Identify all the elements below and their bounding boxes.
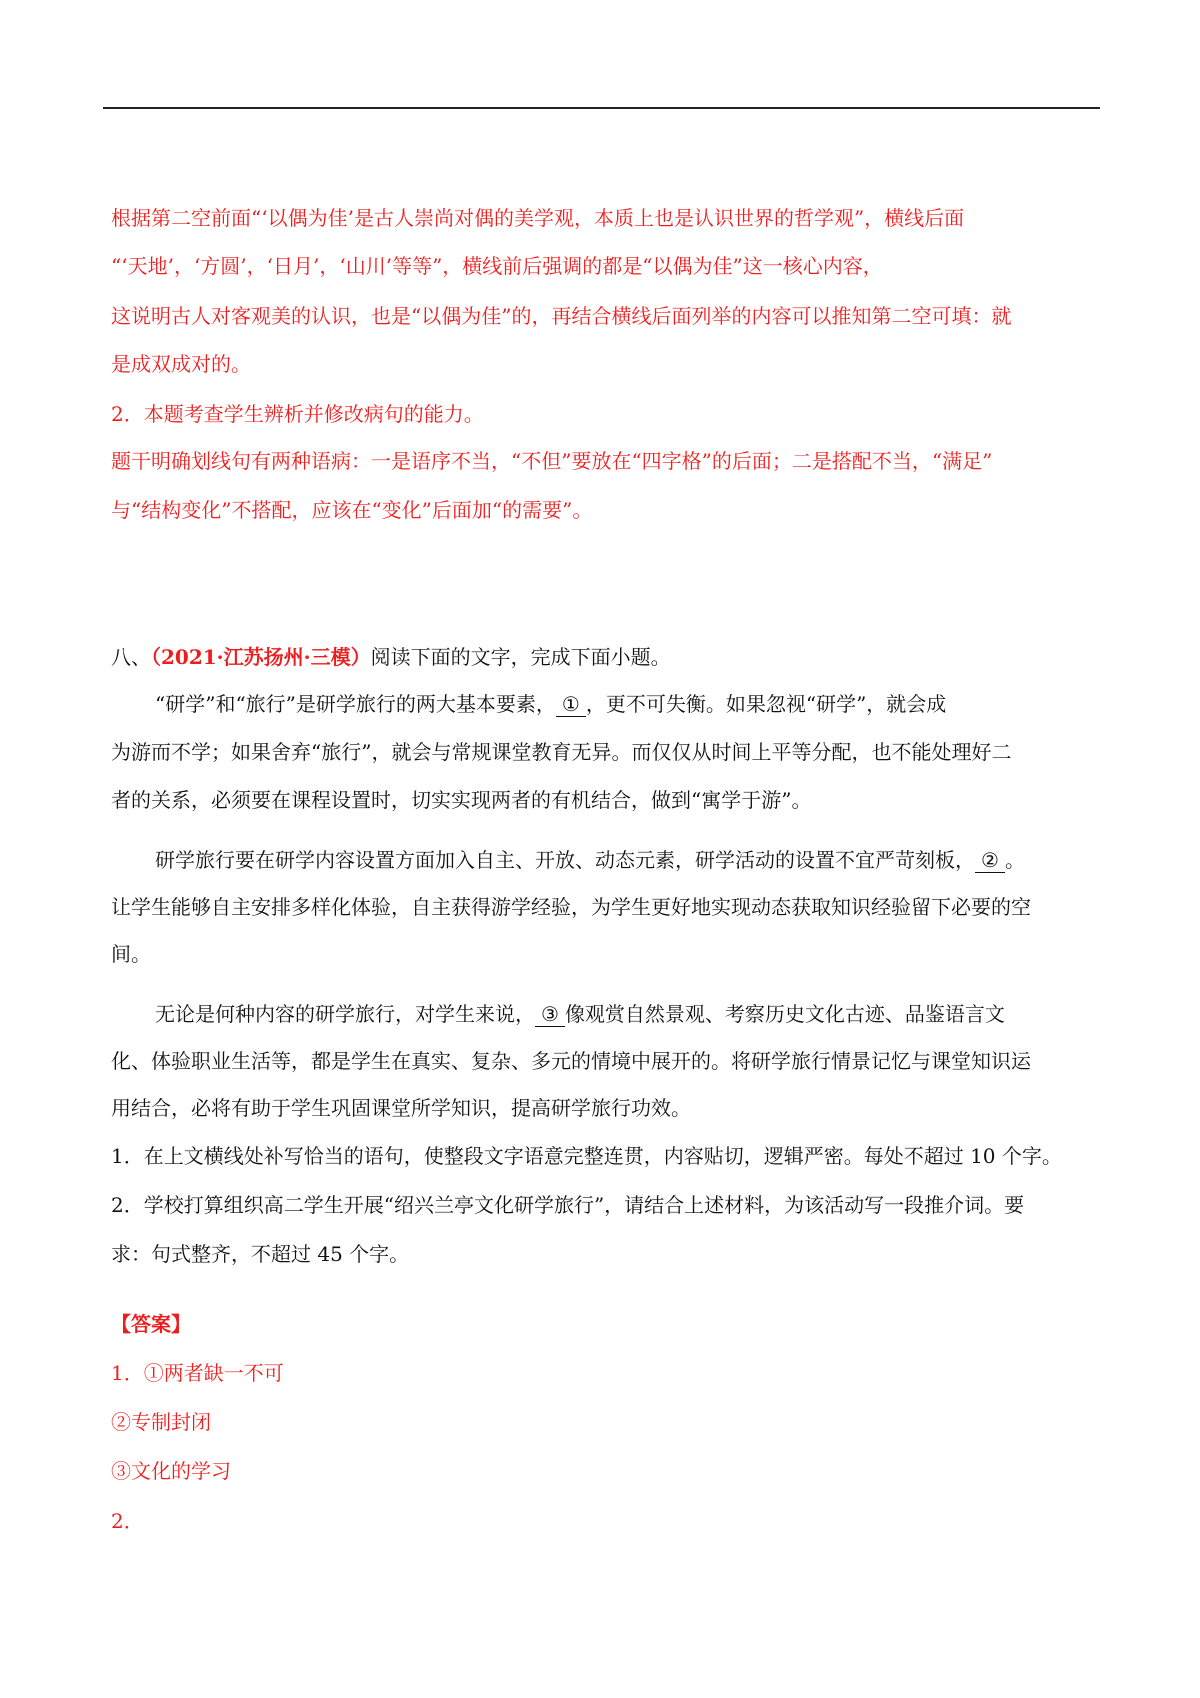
passage-p1-line-3: 者的关系，必须要在课程设置时，切实实现两者的有机结合，做到“寓学于游”。 — [111, 788, 812, 812]
analysis-item2-line-1: 题干明确划线句有两种语病：一是语序不当，“不但”要放在“四字格”的后面；二是搭配不当，“满足” — [111, 449, 993, 473]
blank-3: ③ — [535, 1002, 565, 1027]
analysis-item2-line-2: 与“结构变化”不搭配，应该在“变化”后面加“的需要”。 — [111, 498, 593, 522]
analysis-line-3: 这说明古人对客观美的认识，也是“以偶为佳”的，再结合横线后面列举的内容可以推知第二空可填：就 — [111, 304, 1012, 328]
analysis-line-2: “‘天地’，‘方圆’，‘日月’，‘山川’等等”，横线前后强调的都是“以偶为佳”这一核心内容， — [111, 254, 883, 278]
analysis-line-4: 是成双成对的。 — [111, 352, 251, 376]
passage-p1-line-2: 为游而不学；如果舍弃“旅行”，就会与常规课堂教育无异。而仅仅从时间上平等分配，也不能处理好二 — [111, 740, 1012, 764]
question-instruction: 阅读下面的文字，完成下面小题。 — [370, 645, 671, 669]
question-heading — [111, 643, 1111, 671]
answer-line-2: ②专制封闭 — [111, 1410, 211, 1434]
passage-p2-line-1: 研学旅行要在研学内容设置方面加入自主、开放、动态元素，研学活动的设置不宜严苛刻板， ② 。 — [155, 848, 1025, 872]
passage-p2-line-3: 间。 — [111, 942, 151, 966]
answer-heading: 【答案】 — [111, 1312, 191, 1336]
analysis-item2-heading: 2．本题考查学生辨析并修改病句的能力。 — [111, 402, 484, 426]
task-2-line-2: 求：句式整齐，不超过 45 个字。 — [111, 1242, 410, 1266]
passage-p2-line-2: 让学生能够自主安排多样化体验，自主获得游学经验，为学生更好地实现动态获取知识经验留下必要的空 — [111, 895, 1031, 919]
task-1: 1．在上文横线处补写恰当的语句，使整段文字语意完整连贯，内容贴切，逻辑严密。每处不超过 10 个字。 — [111, 1144, 1062, 1168]
question-number: 八、 — [111, 645, 151, 669]
answer-line-1: 1．①两者缺一不可 — [111, 1361, 284, 1385]
blank-2: ② — [975, 848, 1005, 873]
question-source: （2021·江苏扬州·三模） — [151, 645, 371, 669]
passage-p3-line-2: 化、体验职业生活等，都是学生在真实、复杂、多元的情境中展开的。将研学旅行情景记忆与课堂知识运 — [111, 1049, 1031, 1073]
passage-p3-line-3: 用结合，必将有助于学生巩固课堂所学知识，提高研学旅行功效。 — [111, 1096, 691, 1120]
blank-1: ① — [556, 692, 586, 717]
analysis-line-1: 根据第二空前面“‘以偶为佳’是古人崇尚对偶的美学观，本质上也是认识世界的哲学观”，横线后面 — [111, 206, 965, 230]
header-rule — [103, 107, 1100, 109]
passage-p1-line-1: “研学”和“旅行”是研学旅行的两大基本要素， ① ，更不可失衡。如果忽视“研学”，就会成 — [155, 692, 947, 716]
task-2-line-1: 2．学校打算组织高二学生开展“绍兴兰亭文化研学旅行”，请结合上述材料，为该活动写一段推介词。要 — [111, 1193, 1025, 1217]
passage-p3-line-1: 无论是何种内容的研学旅行，对学生来说， ③ 像观赏自然景观、考察历史文化古迹、品鉴语言文 — [155, 1002, 1005, 1026]
answer-line-3: ③文化的学习 — [111, 1459, 231, 1483]
answer-line-4: 2． — [111, 1509, 144, 1533]
